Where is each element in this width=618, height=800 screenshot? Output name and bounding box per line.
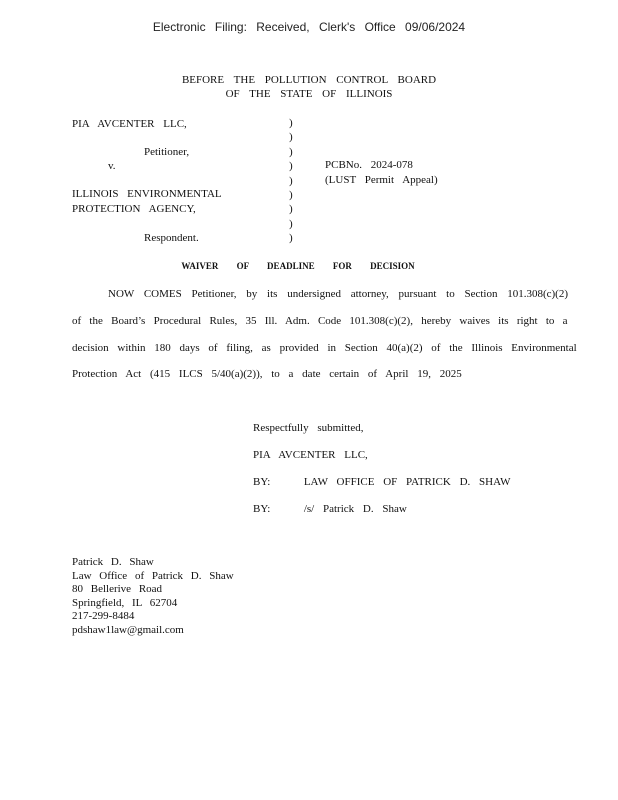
respondent-name-line-1: ILLINOIS ENVIRONMENTAL — [72, 188, 222, 200]
respondent-role: Respondent. — [144, 232, 199, 244]
attorney-name: Patrick D. Shaw — [72, 556, 154, 568]
body-line-1: NOW COMES Petitioner, by its undersigned attorney, pursuant to Section 101.308(c)(2) — [108, 288, 569, 300]
city-state-zip: Springfield, IL 62704 — [72, 596, 178, 609]
caption-paren: ) — [289, 160, 293, 173]
board-heading-line-2: OF THE STATE OF ILLINOIS — [225, 88, 393, 100]
petitioner-name: PIA AVCENTER LLC, — [72, 118, 187, 130]
body-line-4: Protection Act (415 ILCS 5/40(a)(2)), to a date certain of April 19, 2025 — [72, 368, 462, 380]
phone-number: 217-299-8484 — [72, 610, 135, 622]
signature-closing: Respectfully submitted, — [253, 422, 364, 434]
email-address: pdshaw1law@gmail.com — [72, 623, 184, 636]
body-line-3: decision within 180 days of filing, as provided in Section 40(a)(2) of the Illinois Environmental — [72, 342, 577, 354]
attorney-address-block — [72, 556, 234, 637]
document-title: WAIVER OF DEADLINE FOR DECISION — [181, 261, 415, 271]
petitioner-role: Petitioner, — [144, 146, 190, 158]
law-office-line: Law Office of Patrick D. Shaw — [72, 569, 234, 582]
caption-paren: ) — [289, 131, 293, 144]
body-line-2: of the Board’s Procedural Rules, 35 Ill. Adm. Code 101.308(c)(2), hereby waives its right to a — [72, 315, 568, 327]
caption-paren: ) — [289, 232, 293, 245]
by-label: BY: — [253, 503, 271, 515]
respondent-name-line-2: PROTECTION AGENCY, — [72, 203, 196, 215]
board-heading-line-1: BEFORE THE POLLUTION CONTROL BOARD — [181, 74, 437, 86]
signature-by-line-2 — [253, 503, 407, 515]
law-office-name: LAW OFFICE OF PATRICK D. SHAW — [303, 476, 511, 488]
caption-paren: ) — [289, 189, 293, 202]
caption-paren: ) — [289, 203, 293, 216]
versus-label: v. — [108, 160, 116, 172]
caption-paren: ) — [289, 145, 293, 158]
signature-by-line-1 — [253, 476, 511, 488]
caption-paren: ) — [289, 117, 293, 129]
caption-paren: ) — [289, 217, 293, 230]
electronic-signature: /s/ Patrick D. Shaw — [303, 503, 407, 515]
caption-paren-column — [289, 116, 293, 246]
case-number: PCBNo. 2024-078 — [325, 159, 413, 171]
filing-stamp: Electronic Filing: Received, Clerk's Office 09/06/2024 — [152, 20, 466, 34]
case-type: (LUST Permit Appeal) — [325, 174, 438, 186]
signature-party: PIA AVCENTER LLC, — [253, 449, 368, 461]
by-label: BY: — [253, 476, 271, 488]
street-address: 80 Bellerive Road — [72, 583, 163, 595]
caption-paren: ) — [289, 174, 293, 187]
